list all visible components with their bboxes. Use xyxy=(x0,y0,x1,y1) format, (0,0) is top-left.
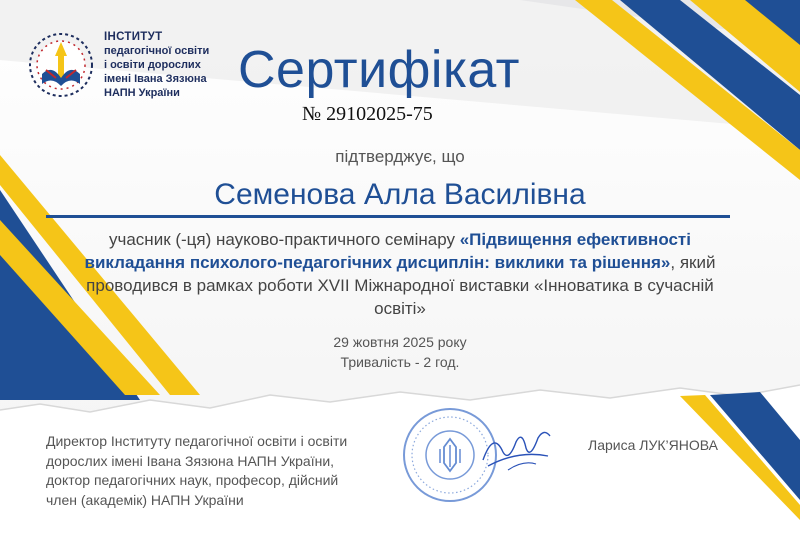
logo-line-2: педагогічної освіти xyxy=(104,45,210,57)
event-date-block xyxy=(0,332,800,372)
body-intro: учасник (-ця) науково-практичного семінару xyxy=(109,230,460,249)
event-duration: Тривалість - 2 год. xyxy=(340,354,460,370)
certificate-body xyxy=(60,228,740,320)
logo-line-3: і освіти дорослих xyxy=(104,59,201,71)
event-date: 29 жовтня 2025 року xyxy=(333,334,467,350)
certificate-title: Сертифікат xyxy=(238,41,520,99)
body-rest: , який проводився в рамках роботи XVII Міжнародної виставки «Інноватика в сучасній освіті» xyxy=(86,253,716,318)
logo-line-1: ІНСТИТУТ xyxy=(104,31,163,43)
signer-name: Лариса ЛУК’ЯНОВА xyxy=(588,437,718,453)
signature-icon xyxy=(478,420,558,478)
recipient-name: Семенова Алла Василівна xyxy=(214,178,586,211)
logo-line-5: НАПН України xyxy=(104,87,180,99)
institute-logo-text xyxy=(104,30,209,100)
certificate-number: № 29102025-75 xyxy=(302,103,433,125)
institute-logo-icon xyxy=(22,26,100,104)
seminar-title: «Підвищення ефективності викладання психолого-педагогічних дисциплін: виклики та рішення» xyxy=(84,230,691,272)
logo-line-4: імені Івана Зязюна xyxy=(104,73,207,85)
director-title: Директор Інституту педагогічної освіти і освіти дорослих імені Івана Зязюна НАПН України, доктор педагогічних наук, професор, дійсний член (академік) НАПН України xyxy=(46,433,348,508)
name-underline xyxy=(46,215,730,218)
confirms-text: підтверджує, що xyxy=(335,147,465,166)
